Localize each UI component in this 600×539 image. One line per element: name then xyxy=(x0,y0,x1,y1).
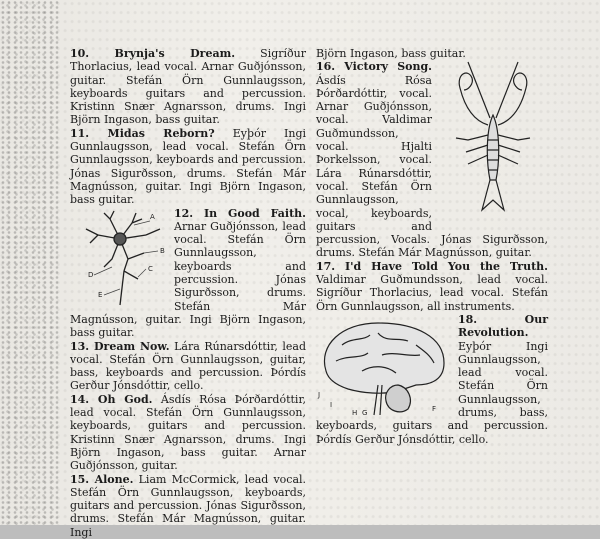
track-title: 13. Dream Now. xyxy=(70,339,170,353)
track-credits: Björn Ingason, bass guitar. xyxy=(316,47,466,60)
track-credits: Ásdís Rósa Þórðardóttir, lead vocal. Stefán Örn Gunnlaugsson, keyboards, guitars and percussion. Kristinn Snær Agnarsson, drums. Ingi Björn Ingason, bass guitar. Arnar Guðjónsson, guitar. xyxy=(70,392,306,473)
track-title: 17. I'd Have Told You the Truth. xyxy=(316,259,548,273)
track-title: 18. Our Revolution. xyxy=(458,312,548,340)
track-10-credits xyxy=(70,47,306,127)
track-title: 14. Oh God. xyxy=(70,392,153,406)
track-title: 10. Brynja's Dream. xyxy=(70,47,236,60)
print-speckle-texture xyxy=(0,0,60,525)
neuron-label: C xyxy=(148,264,153,273)
track-credits: Sigríður Thorlacius, lead vocal. Arnar Guðjónsson, guitar. Stefán Örn Gunnlaugsson, keyboards guitars and percussion. Kristinn Snær Agnarsson, drums. Ingi Björn Ingason, bass guitar. xyxy=(70,47,306,127)
brain-label: G xyxy=(362,408,368,417)
track-11-credits xyxy=(70,127,306,207)
track-17-credits xyxy=(316,260,548,313)
brain-illustration xyxy=(312,315,452,419)
neuron-label: A xyxy=(150,212,155,221)
track-title: 15. Alone. xyxy=(70,472,134,486)
lobster-illustration xyxy=(438,60,548,230)
track-14-credits xyxy=(70,393,306,473)
track-credits: Ásdís Rósa Þórðardóttir, vocal. Arnar Guðjónsson, vocal. Valdimar Guðmundsson, vocal. Hjalti Þorkelsson, vocal. Lára Rúnarsdóttir, vocal. Stefán Örn Gunnlaugsson, vocal, keyboards, guitars and percussion, Vocals. Jónas Sigurðsson, drums. Stefán Már Magnússon, guitar. xyxy=(316,73,548,260)
credits-column-right xyxy=(316,47,548,446)
neuron-illustration xyxy=(70,209,168,309)
neuron-label: D xyxy=(88,270,94,279)
track-title: 12. In Good Faith. xyxy=(174,206,306,220)
credits-column-left xyxy=(70,47,306,539)
neuron-label: E xyxy=(98,290,103,299)
track-credits: Eyþór Ingi Gunnlaugsson, lead vocal. Stefán Örn Gunnlaugsson, drums, bass, keyboards, guitars and percussion. Þórdís Gerður Jónsdóttir, cello. xyxy=(316,339,548,446)
track-13-credits xyxy=(70,340,306,393)
brain-label: J xyxy=(318,390,321,399)
brain-label: I xyxy=(330,400,333,409)
track-title: 11. Midas Reborn? xyxy=(70,126,215,140)
track-15-credits-continued xyxy=(316,47,548,60)
track-credits: Lára Rúnarsdóttir, lead vocal. Stefán Örn Gunnlaugsson, guitar, bass, keyboards and percussion. Þórdís Gerður Jónsdóttir, cello. xyxy=(70,339,306,393)
brain-label: F xyxy=(432,404,437,413)
track-15-credits xyxy=(70,473,306,539)
brain-label: H xyxy=(352,408,358,417)
track-credits: Arnar Guðjónsson, lead vocal. Stefán Örn Gunnlaugsson, keyboards and percussion. Jónas Sigurðsson, drums. Stefán Már Magnússon, guitar. Ingi Björn Ingason, bass guitar. xyxy=(70,219,306,340)
track-credits: Liam McCormick, lead vocal. Stefán Örn Gunnlaugsson, keyboards, guitars and percussion. Jónas Sigurðsson, drums. Stefán Már Magnússon, guitar. Ingi xyxy=(70,472,307,539)
neuron-label: B xyxy=(160,246,165,255)
track-credits: Eyþór Ingi Gunnlaugsson, lead vocal. Stefán Örn Gunnlaugsson, keyboards and percussion. Jónas Sigurðsson, drums. Stefán Már Magnússon, guitar. Ingi Björn Ingason, bass guitar. xyxy=(70,126,306,207)
track-credits: Valdimar Guðmundsson, lead vocal. Sigríður Thorlacius, lead vocal. Stefán Örn Gunnlaugsson, all instruments. xyxy=(316,273,548,313)
track-title: 16. Victory Song. xyxy=(316,60,432,74)
